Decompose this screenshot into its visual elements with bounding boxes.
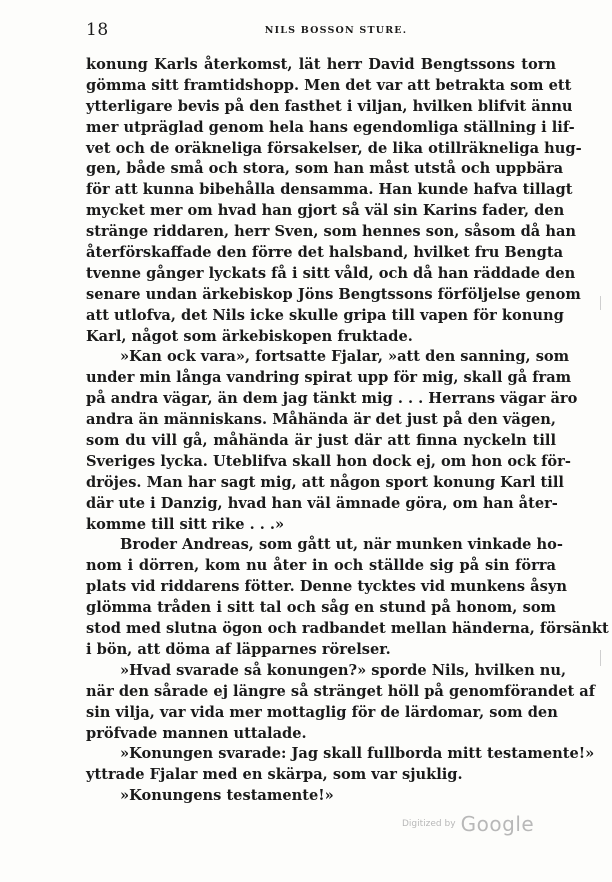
text-line: »Hvad svarade så konungen?» sporde Nils, hvilken nu, [120,661,567,679]
text-line: återförskaffade den förre det halsband, hvilket fru Bengta [86,244,564,262]
text-line: stränge riddaren, herr Sven, som hennes son, såsom då han [86,223,577,241]
page-header [86,20,556,42]
text-line: gen, både små och stora, som han måst utstå och uppbära [86,160,564,178]
text-line: ytterligare bevis på den fasthet i viljan, hvilken blifvit ännu [86,97,573,115]
text-line: Karl, något som ärkebiskopen fruktade. [86,327,413,345]
text-line: i bön, att döma af läpparnes rörelser. [86,640,391,658]
text-line: senare undan ärkebiskop Jöns Bengtssons förföljelse genom [86,285,581,303]
body-text [86,55,609,807]
page-number: 18 [86,20,109,40]
running-head: NILS BOSSON STURE. [264,25,408,36]
text-line: komme till sitt rike . . .» [86,515,285,533]
google-watermark [402,812,534,836]
text-line: glömma tråden i sitt tal och såg en stund på honom, som [86,599,556,617]
text-line: »Konungens testamente!» [120,787,334,805]
text-line: vet och de oräkneliga försakelser, de lika otillräkneliga hug- [86,139,582,157]
text-line: »Konungen svarade: Jag skall fullborda mitt testamente!» [120,745,595,763]
text-line: andra än människans. Måhända är det just på den vägen, [86,411,556,429]
text-line: dröjes. Man har sagt mig, att någon sport konung Karl till [86,473,564,491]
text-line: att utlofva, det Nils icke skulle gripa till vapen för konung [86,306,564,324]
watermark-prefix: Digitized by [402,819,456,829]
text-line: pröfvade mannen uttalade. [86,724,307,742]
google-logo: Google [460,812,535,836]
text-line: konung Karls återkomst, lät herr David Bengtssons torn [86,56,556,73]
text-line: på andra vägar, än dem jag tänkt mig . . . Herrans vägar äro [86,390,578,408]
text-line: yttrade Fjalar med en skärpa, som var sjuklig. [86,766,463,784]
text-line: mycket mer om hvad han gjort så väl sin Karins fader, den [86,202,565,220]
text-line: där ute i Danzig, hvad han väl ämnade göra, om han åter- [86,494,558,512]
text-line: sin vilja, var vida mer mottaglig för de lärdomar, som den [86,703,558,721]
text-line: plats vid riddarens fötter. Denne tycktes vid munkens åsyn [86,578,567,596]
text-line: Broder Andreas, som gått ut, när munken vinkade ho- [120,536,563,554]
text-line: stod med slutna ögon och radbandet mellan händerna, försänkt [86,620,609,638]
text-line: Sveriges lycka. Uteblifva skall hon dock ej, om hon ock för- [86,452,571,470]
text-line: tvenne gånger lyckats få i sitt våld, och då han räddade den [86,264,576,282]
text-line: för att kunna bibehålla densamma. Han kunde hafva tillagt [86,181,573,199]
scan-edge-mark [600,296,601,310]
text-line: när den sårade ej längre så stränget höll på genomförandet af [86,682,596,700]
text-line: gömma sitt framtidshopp. Men det var att betrakta som ett [86,76,572,94]
text-line: »Kan ock vara», fortsatte Fjalar, »att den sanning, som [120,348,570,366]
text-line: mer utpräglad genom hela hans egendomliga ställning i lif- [86,118,575,136]
scan-edge-mark [600,650,601,666]
text-line: under min långa vandring spirat upp för mig, skall gå fram [86,369,572,387]
text-line: nom i dörren, kom nu åter in och ställde sig på sin förra [86,557,556,575]
text-line: som du vill gå, måhända är just där att finna nyckeln till [86,432,556,450]
